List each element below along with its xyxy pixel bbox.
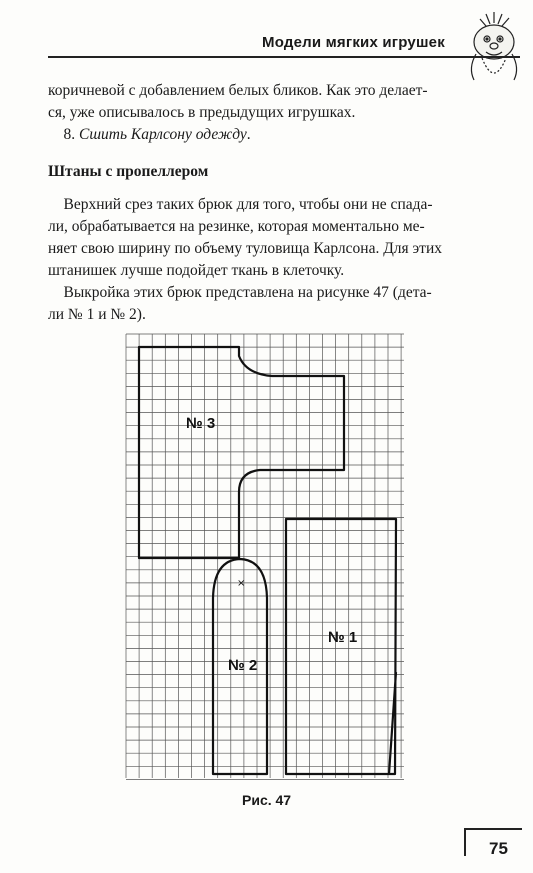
step-text: Сшить Карлсону одежду [79, 126, 247, 143]
section-heading: Штаны с пропеллером [48, 163, 209, 180]
text-line: штанишек лучше подойдет ткань в клеточку. [48, 262, 345, 279]
pattern-piece-3 [139, 347, 344, 558]
text-line: Выкройка этих брюк представлена на рисунке 47 (дета- [63, 284, 432, 301]
figure-caption: Рис. 47 [242, 792, 292, 808]
text-line: ли, обрабатывается на резинке, которая моментально ме- [48, 218, 425, 235]
text-line: Верхний срез таких брюк для того, чтобы они не спада- [63, 196, 433, 213]
text-line: коричневой с добавлением белых бликов. Как это делает- [48, 82, 428, 99]
grid-lines [126, 334, 404, 779]
piece-label-2: № 2 [228, 657, 258, 674]
piece-label-1: № 1 [328, 629, 358, 646]
step-number: 8. [63, 126, 79, 143]
folio-rule [464, 828, 466, 856]
pattern-piece-1 [286, 519, 396, 774]
text-line: ся, уже описывалось в предыдущих игрушках. [48, 104, 356, 121]
running-head: Модели мягких игрушек [262, 34, 445, 51]
folio-rule [464, 828, 522, 830]
text-line: няет свою ширину по объему туловища Карлсона. Для этих [48, 240, 443, 257]
step-8 [48, 124, 518, 146]
pattern-figure [122, 332, 410, 782]
header-rule [48, 56, 520, 58]
piece-2-marker: × [237, 578, 246, 589]
mascot-illustration [460, 10, 530, 90]
step-period: . [246, 126, 251, 143]
text-line: ли № 1 и № 2). [48, 306, 146, 323]
paragraph-description [48, 194, 518, 326]
page-number: 75 [489, 839, 508, 858]
paragraph-continuation [48, 80, 518, 146]
piece-label-3: № 3 [186, 415, 216, 432]
